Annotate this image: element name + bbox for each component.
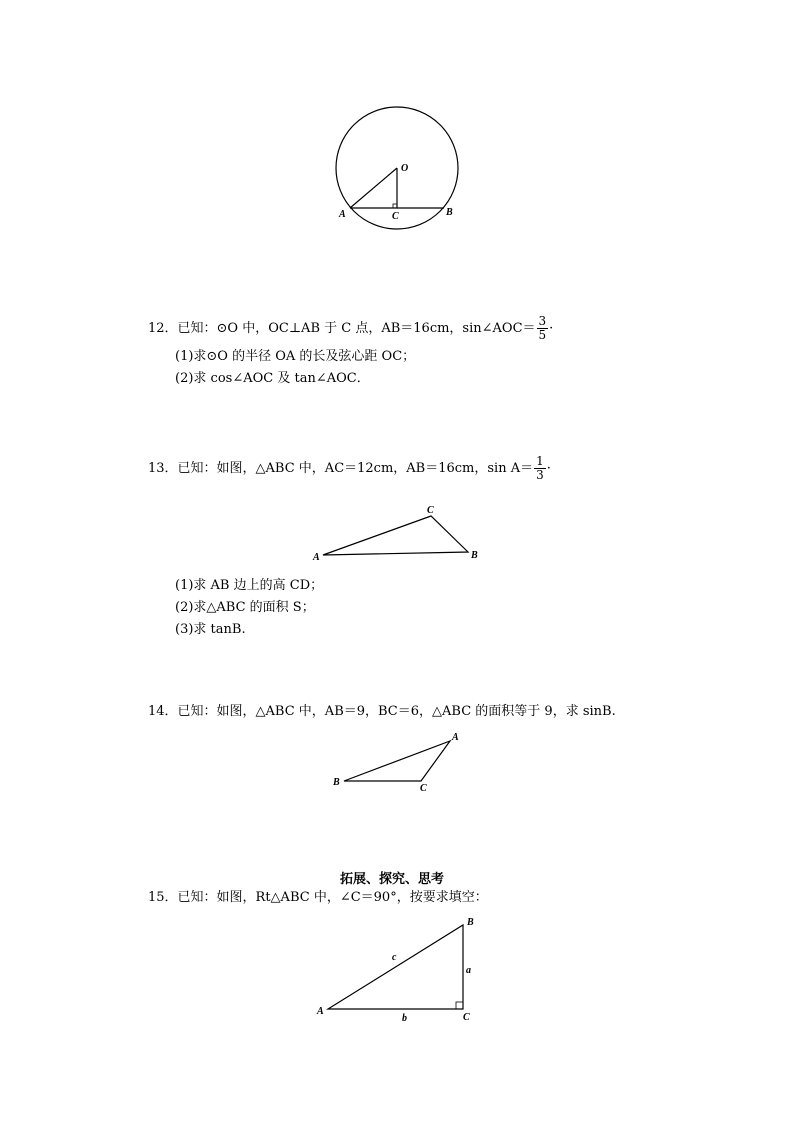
fraction-1-3: $\frac{1}{3}$ <box>536 454 544 482</box>
problem-14: 14．已知：如图，△ABC 中，AB＝9，BC＝6，△ABC 的面积等于 9，求 sinB. <box>148 704 616 719</box>
label-b: B <box>333 777 340 788</box>
problem-15: 15．已知：如图，Rt△ABC 中，∠C＝90°，按要求填空： <box>148 890 488 905</box>
label-a: A <box>452 732 459 743</box>
problem-13-part-2: (2)求△ABC 的面积 S； <box>175 600 315 615</box>
label-b: B <box>471 550 478 561</box>
right-angle-mark <box>456 1002 463 1009</box>
triangle-abc-15 <box>328 925 463 1009</box>
section-heading: 拓展、探究、思考 <box>340 872 445 887</box>
problem-12-part-2: (2)求 cos∠AOC 及 tan∠AOC． <box>175 371 370 386</box>
triangle-figure-14 <box>0 728 794 798</box>
problem-12-part-1: (1)求⊙O 的半径 OA 的长及弦心距 OC； <box>175 349 416 364</box>
problem-13: 13．已知：如图，△ABC 中，AC＝12cm，AB＝16cm，sin A＝ $\frac{1}{3}$ · <box>148 454 551 482</box>
segment-oa <box>350 168 397 208</box>
problem-12-text: 12．已知：⊙O 中，OC⊥AB 于 C 点，AB＝16cm，sin∠AOC＝ <box>148 321 536 336</box>
problem-13-text: 13．已知：如图，△ABC 中，AC＝12cm，AB＝16cm，sin A＝ <box>148 461 534 476</box>
side-label-a: a <box>466 965 471 976</box>
label-b: B <box>446 207 453 218</box>
label-b: B <box>467 917 474 928</box>
right-triangle-figure-15 <box>0 910 794 1030</box>
problem-13-part-3: (3)求 tanB. <box>175 622 246 637</box>
label-a: A <box>317 1006 324 1017</box>
fraction-3-5: $\frac{3}{5}$ <box>538 314 547 342</box>
triangle-abc-14 <box>344 741 450 781</box>
side-label-b: b <box>402 1013 407 1024</box>
side-label-c: c <box>392 952 397 963</box>
label-c: C <box>463 1012 470 1023</box>
triangle-abc-13 <box>323 516 468 555</box>
label-c: C <box>427 505 434 516</box>
label-c: C <box>392 211 399 222</box>
problem-12: 12．已知：⊙O 中，OC⊥AB 于 C 点，AB＝16cm，sin∠AOC＝ $\frac{3}{5}$ · <box>148 314 554 342</box>
label-c: C <box>420 783 427 794</box>
triangle-figure-13 <box>0 500 794 570</box>
label-a: A <box>313 552 320 563</box>
circle-figure <box>0 0 794 240</box>
problem-13-part-1: (1)求 AB 边上的高 CD； <box>175 578 324 593</box>
label-a: A <box>339 209 346 220</box>
label-o: O <box>401 163 409 174</box>
